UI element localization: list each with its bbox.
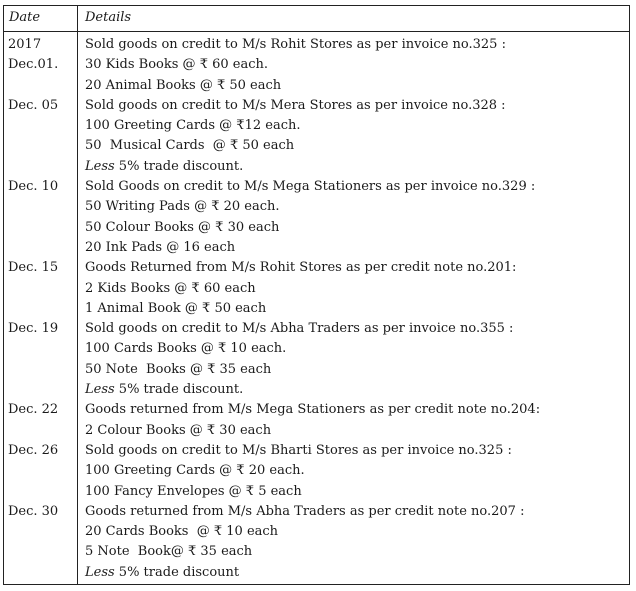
row-details-text: 50 Musical Cards @ ₹ 50 each	[85, 138, 295, 154]
row-details	[77, 441, 512, 461]
table-row	[4, 482, 629, 502]
table-row	[4, 258, 629, 278]
table-row	[4, 76, 629, 96]
table-row	[4, 522, 629, 542]
row-details-lead: Less	[85, 158, 115, 174]
row-details-text: 5% trade discount.	[114, 382, 244, 398]
date-column-header: Date	[9, 10, 41, 25]
row-date: 2017	[8, 37, 42, 52]
row-details	[77, 339, 286, 359]
table-row	[4, 35, 629, 55]
table-row	[4, 96, 629, 116]
row-date	[4, 421, 77, 441]
table-body	[4, 35, 629, 583]
row-date	[4, 522, 77, 542]
table-row	[4, 55, 629, 75]
row-details-text: 20 Ink Pads @ 16 each	[85, 239, 236, 255]
row-date: Dec. 05	[8, 97, 59, 113]
table-row	[4, 319, 629, 339]
row-details	[77, 177, 535, 197]
row-details-text: Sold goods on credit to M/s Bharti Stores as per invoice no.325 :	[85, 442, 512, 458]
row-details	[77, 116, 300, 136]
transactions-table	[3, 5, 630, 585]
row-date: Dec. 10	[8, 179, 59, 195]
row-details-text: 50 Colour Books @ ₹ 30 each	[85, 219, 280, 235]
row-date	[4, 116, 77, 136]
row-details	[77, 238, 235, 258]
table-row	[4, 157, 629, 177]
row-details	[77, 96, 506, 116]
row-details-text: Sold Goods on credit to M/s Mega Stationers as per invoice no.329 :	[85, 179, 536, 195]
row-date	[4, 380, 77, 400]
row-details	[77, 55, 268, 75]
table-row	[4, 400, 629, 420]
row-details-text: 1 Animal Book @ ₹ 50 each	[85, 300, 267, 316]
row-details	[77, 258, 516, 278]
row-details	[77, 421, 271, 441]
table-row	[4, 421, 629, 441]
table-row	[4, 238, 629, 258]
row-details	[77, 502, 524, 522]
row-details	[77, 319, 513, 339]
table-row	[4, 339, 629, 359]
row-details-text: 50 Note Books @ ₹ 35 each	[85, 361, 272, 377]
table-row	[4, 136, 629, 156]
row-details-text: 50 Writing Pads @ ₹ 20 each.	[85, 199, 280, 215]
row-details	[77, 360, 271, 380]
row-details-text: 30 Kids Books @ ₹ 60 each.	[85, 57, 268, 73]
row-details	[77, 197, 280, 217]
row-details-text: 100 Fancy Envelopes @ ₹ 5 each	[85, 483, 302, 499]
row-details-text: Goods returned from M/s Mega Stationers as per credit note no.204:	[85, 402, 541, 418]
table-row	[4, 502, 629, 522]
row-date	[4, 238, 77, 258]
row-details-text: Sold goods on credit to M/s Abha Traders as per invoice no.355 :	[85, 321, 514, 337]
row-details	[77, 563, 239, 583]
row-date	[4, 360, 77, 380]
row-details	[77, 136, 294, 156]
table-header	[4, 6, 629, 32]
row-date	[4, 197, 77, 217]
table-row	[4, 218, 629, 238]
table-row	[4, 461, 629, 481]
row-details	[77, 461, 305, 481]
table-row	[4, 441, 629, 461]
row-details	[77, 542, 252, 562]
row-details	[77, 380, 243, 400]
row-date	[4, 563, 77, 583]
row-date: Dec.01.	[8, 57, 59, 73]
row-details	[77, 299, 266, 319]
row-date: Dec. 30	[8, 503, 59, 519]
row-details	[77, 400, 540, 420]
table-row	[4, 299, 629, 319]
row-date	[4, 339, 77, 359]
row-details-text: Sold goods on credit to M/s Rohit Stores as per invoice no.325 :	[85, 37, 506, 52]
row-details	[77, 76, 281, 96]
row-details-text: 100 Greeting Cards @ ₹ 20 each.	[85, 463, 305, 479]
row-date: Dec. 26	[8, 442, 59, 458]
row-details	[77, 218, 279, 238]
row-details	[77, 157, 243, 177]
row-details-text: 5% trade discount.	[114, 158, 244, 174]
row-date	[4, 136, 77, 156]
row-date	[4, 542, 77, 562]
table-row	[4, 197, 629, 217]
details-column-header: Details	[85, 10, 132, 25]
row-details-text: Sold goods on credit to M/s Mera Stores as per invoice no.328 :	[85, 97, 506, 113]
row-details-text: 100 Greeting Cards @ ₹12 each.	[85, 118, 301, 134]
row-details	[77, 35, 506, 55]
row-details-text: 20 Cards Books @ ₹ 10 each	[85, 524, 279, 540]
row-details	[77, 482, 302, 502]
row-details-text: Goods Returned from M/s Rohit Stores as per credit note no.201:	[85, 260, 517, 276]
row-details-lead: Less	[85, 564, 115, 580]
row-date	[4, 157, 77, 177]
row-details	[77, 522, 278, 542]
row-details-text: 2 Colour Books @ ₹ 30 each	[85, 422, 272, 438]
row-date	[4, 461, 77, 481]
table-row	[4, 279, 629, 299]
row-details-text: 5% trade discount	[114, 564, 240, 580]
row-date	[4, 218, 77, 238]
table-row	[4, 360, 629, 380]
table-row	[4, 116, 629, 136]
table-row	[4, 542, 629, 562]
row-date	[4, 76, 77, 96]
table-row	[4, 563, 629, 583]
table-row	[4, 177, 629, 197]
table-row	[4, 380, 629, 400]
row-date: Dec. 19	[8, 321, 59, 337]
row-date	[4, 279, 77, 299]
row-details	[77, 279, 256, 299]
row-date	[4, 482, 77, 502]
row-date: Dec. 22	[8, 402, 59, 418]
row-details-text: 20 Animal Books @ ₹ 50 each	[85, 77, 282, 93]
row-details-text: 100 Cards Books @ ₹ 10 each.	[85, 341, 287, 357]
row-date	[4, 299, 77, 319]
row-details-text: 5 Note Book@ ₹ 35 each	[85, 544, 253, 560]
row-date: Dec. 15	[8, 260, 59, 276]
row-details-lead: Less	[85, 382, 115, 398]
row-details-text: 2 Kids Books @ ₹ 60 each	[85, 280, 256, 296]
row-details-text: Goods returned from M/s Abha Traders as per credit note no.207 :	[85, 503, 525, 519]
